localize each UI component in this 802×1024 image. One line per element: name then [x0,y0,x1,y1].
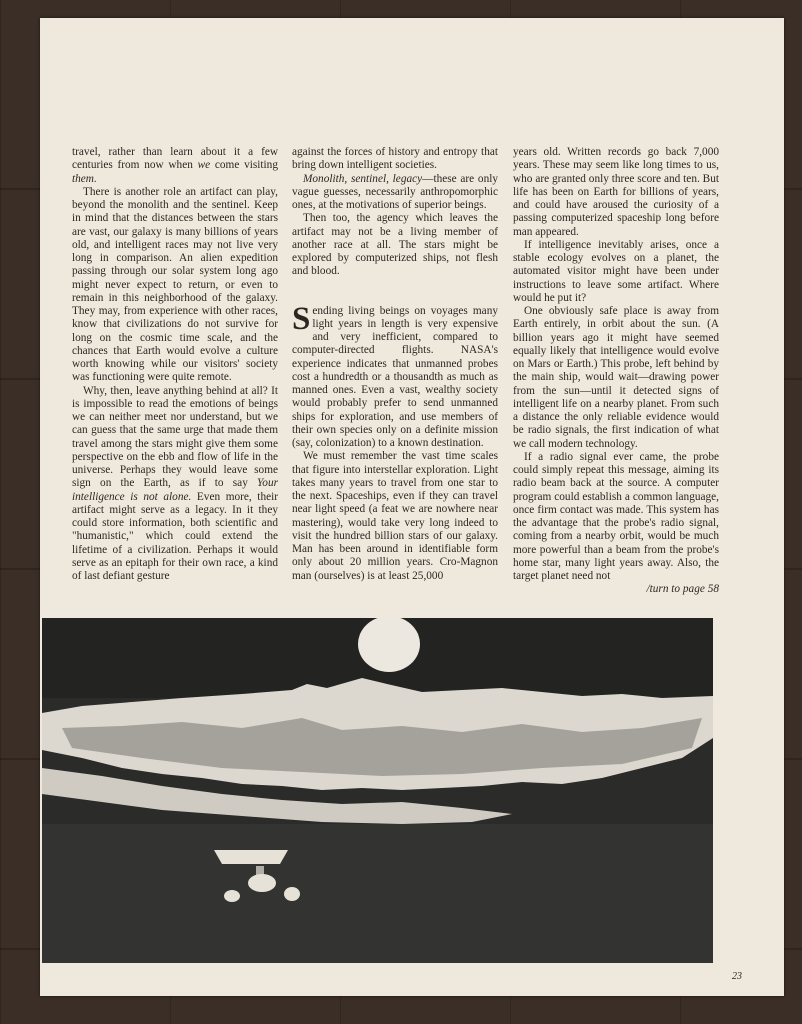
paragraph [292,173,498,213]
text: Then too, the agency which leaves the artifact may not be a living member of another race at all. The stars might be explored by computerized ships, not flesh and blood. [292,212,498,278]
paragraph [292,450,498,583]
paragraph [513,146,719,239]
italic-text: Monolith, sentinel, legacy [303,172,423,185]
text: travel, rather than learn about it a few centuries from now when [72,146,278,172]
text-column-1 [72,146,278,583]
lunar-landscape-illustration [42,618,713,963]
continuation-link: /turn to page 58 [646,583,719,596]
text-column-2 [292,146,498,583]
text: years old. Written records go back 7,000 years. These may seem like long times to us, who are granted only three score and ten. But life has been on Earth for billions of years, and could have aroused the curiosity of a passing computerized spaceship long before man appeared. [513,146,719,238]
italic-text: we [197,159,211,172]
text: There is another role an artifact can play, beyond the monolith and the sentinel. Keep in mind that the distances between the stars are vast, our galaxy is many billions of years old, and intelligent races may not live very long in comparison. An alien expedition passing through our solar system long ago might never expect to return, or even to remain in this neighborhood of the galaxy. They may, from experience with other races, know that civilizations do not survive for long on the cosmic time scale, and the chances that Earth would evolve a culture worth knowing while our visitors' society was functioning were quite remote. [72,185,278,384]
text: against the forces of history and entropy that bring down intelligent societies. [292,146,498,172]
paragraph [72,146,278,186]
text: come visiting [210,159,278,172]
text: Why, then, leave anything behind at all? It is impossible to read the emotions of beings we can neither meet nor understand, but we can guess that the same urge that made them travel among the stars might give them some perspective on the ebb and flow of life in the universe. Perhaps they would leave some sign on the Earth, as if to say [72,384,278,490]
paragraph [292,212,498,278]
paragraph [72,385,278,584]
drop-cap: S [292,300,311,337]
text: ending living beings on voyages many light years in length is very expensive and very inefficient, compared to computer-directed flights. NASA's experience indicates that unmanned probes cost a hundredth or a thousandth as much as manned ones. Even a vast, wealthy society would probably prefer to send unmanned ships for exploration, and use members of their own species only on a definite mission (say, colonization) to a known destination. [292,304,498,449]
magazine-page [40,18,784,996]
paragraph [292,300,498,451]
italic-text: them. [72,172,97,185]
paragraph [513,305,719,451]
text: We must remember the vast time scales that figure into interstellar exploration. Light takes many years to travel from one star to the next. Spaceships, even if they can travel near light speed (a feat we are nowhere near mastering), would take very long indeed to visit the hundred billion stars of our galaxy. Man has been around in identifiable form only about 20 million years. Cro-Magnon man (ourselves) is at least 25,000 [292,450,498,582]
text: If a radio signal ever came, the probe could simply repeat this message, aiming its radio beam back at the source. A computer program could establish a common language, once firm contact was made. This system has the advantage that the probe's radio signal, coming from a nearby orbit, would be much more powerful than a beam from the probe's home star, many light years away. Also, the target planet need not [513,450,719,582]
text-column-3 [513,146,719,597]
page-number: 23 [732,971,742,982]
paragraph [72,186,278,385]
italic-text: Your intelligence is not alone. [72,477,278,503]
moon [358,618,420,672]
paragraph [292,146,498,173]
text: One obviously safe place is away from Earth entirely, in orbit about the sun. (A billion years ago it might have seemed equally likely that intelligence would evolve on Mars or Earth.) This probe, left behind by the main ship, would wait—drawing power from the sun—until it detected signs of intelligent life on a nearby planet. From such a distance the only reliable evidence would be radio signals, the first indication of what we call modern technology. [513,305,719,450]
paragraph [513,239,719,305]
text: —these are only vague guesses, necessarily anthropomorphic ones, at the motivations of superior beings. [292,172,498,211]
text: Even more, their artifact might serve as a legacy. In it they could store information, both scientific and "humanistic," which could extend the lifetime of a civilization. Perhaps it would serve as an epitaph for their own race, a kind of last defiant gesture [72,490,279,582]
text: If intelligence inevitably arises, once a stable ecology evolves on a planet, the automated visitor might have been under instructions to leave some artifact. Where would he put it? [513,238,719,304]
paragraph [513,451,719,584]
